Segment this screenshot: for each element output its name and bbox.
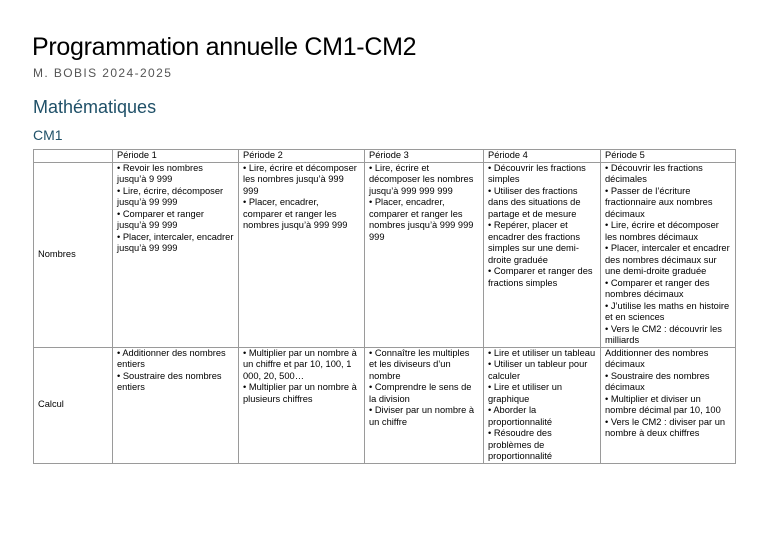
cell-item: • Revoir les nombres jusqu’à 9 999 bbox=[117, 162, 203, 184]
table-header-row bbox=[34, 150, 736, 163]
table-row bbox=[34, 162, 736, 347]
cell-item: • Comparer et ranger des fractions simples bbox=[488, 266, 593, 288]
cell-item: • Découvrir les fractions simples bbox=[488, 162, 586, 184]
cell-item: • Vers le CM2 : découvrir les milliards bbox=[605, 323, 722, 345]
cell-item: • Résoudre des problèmes de proportionnalité bbox=[488, 428, 553, 461]
cell-item: • Repérer, placer et encadrer des fractions simples sur une demi-droite graduée bbox=[488, 220, 580, 265]
cell-item: • Soustraire des nombres entiers bbox=[117, 370, 222, 392]
column-header: Période 1 bbox=[113, 150, 239, 163]
table-cell bbox=[601, 162, 736, 347]
column-header: Période 2 bbox=[239, 150, 365, 163]
column-header: Période 3 bbox=[365, 150, 484, 163]
cell-item: • Comparer et ranger des nombres décimaux bbox=[605, 277, 710, 299]
cell-item: • Comprendre le sens de la division bbox=[369, 382, 472, 404]
page-title: Programmation annuelle CM1-CM2 bbox=[32, 33, 417, 61]
table-row bbox=[34, 347, 736, 463]
programme-table bbox=[33, 149, 736, 464]
cell-item: • Comparer et ranger jusqu’à 99 999 bbox=[117, 208, 204, 230]
column-header: Période 5 bbox=[601, 150, 736, 163]
section-heading: Mathématiques bbox=[33, 97, 157, 117]
cell-item: • Lire, écrire et décomposer les nombres jusqu’à 999 999 999 bbox=[369, 162, 474, 196]
cell-item: • Placer, encadrer, comparer et ranger les nombres jusqu’à 999 999 999 bbox=[369, 197, 474, 242]
cell-item: • Placer, intercaler, encadrer jusqu’à 99 999 bbox=[117, 231, 234, 253]
cell-item: • Additionner des nombres entiers bbox=[117, 347, 226, 369]
table-cell bbox=[365, 347, 484, 463]
table-cell bbox=[113, 347, 239, 463]
cell-item: • J’utilise les maths en histoire et en sciences bbox=[605, 300, 730, 322]
cell-item: • Vers le CM2 : diviser par un nombre à deux chiffres bbox=[605, 416, 726, 438]
column-header: Période 4 bbox=[484, 150, 601, 163]
row-label: Nombres bbox=[34, 162, 113, 347]
table-cell bbox=[601, 347, 736, 463]
cell-item: Additionner des nombres décimaux bbox=[605, 347, 709, 369]
table-cell bbox=[484, 347, 601, 463]
cell-item: • Passer de l’écriture fractionnaire aux nombres décimaux bbox=[605, 185, 713, 219]
cell-item: • Multiplier par un nombre à un chiffre et par 10, 100, 1 000, 20, 500… bbox=[243, 347, 357, 381]
column-header bbox=[34, 150, 113, 163]
cell-item: • Diviser par un nombre à un chiffre bbox=[369, 405, 475, 427]
cell-item: • Découvrir les fractions décimales bbox=[605, 162, 703, 184]
subsection-heading: CM1 bbox=[33, 127, 63, 143]
cell-item: • Utiliser un tableur pour calculer bbox=[488, 359, 588, 381]
table-cell bbox=[365, 162, 484, 347]
cell-item: • Connaître les multiples et les diviseurs d’un nombre bbox=[369, 347, 470, 381]
page-subtitle: M. BOBIS 2024-2025 bbox=[33, 66, 173, 80]
cell-item: • Lire et utiliser un tableau bbox=[488, 347, 596, 358]
cell-item: • Multiplier et diviser un nombre décimal par 10, 100 bbox=[605, 393, 721, 415]
row-label: Calcul bbox=[34, 347, 113, 463]
cell-item: • Lire et utiliser un graphique bbox=[488, 382, 563, 404]
table-cell bbox=[113, 162, 239, 347]
table-cell bbox=[484, 162, 601, 347]
cell-item: • Soustraire des nombres décimaux bbox=[605, 370, 710, 392]
table-cell bbox=[239, 162, 365, 347]
cell-item: • Lire, écrire, décomposer jusqu’à 99 999 bbox=[117, 185, 224, 207]
cell-item: • Aborder la proportionnalité bbox=[488, 405, 553, 427]
cell-item: • Lire, écrire et décomposer les nombres jusqu’à 999 999 bbox=[243, 162, 357, 196]
cell-item: • Placer, encadrer, comparer et ranger les nombres jusqu’à 999 999 bbox=[243, 197, 348, 230]
table-cell bbox=[239, 347, 365, 463]
cell-item: • Multiplier par un nombre à plusieurs chiffres bbox=[243, 382, 357, 404]
cell-item: • Placer, intercaler et encadrer des nombres décimaux sur une demi-droite graduée bbox=[605, 243, 730, 276]
cell-item: • Lire, écrire et décomposer les nombres décimaux bbox=[605, 220, 719, 242]
cell-item: • Utiliser des fractions dans des situations de partage et de mesure bbox=[488, 185, 581, 219]
